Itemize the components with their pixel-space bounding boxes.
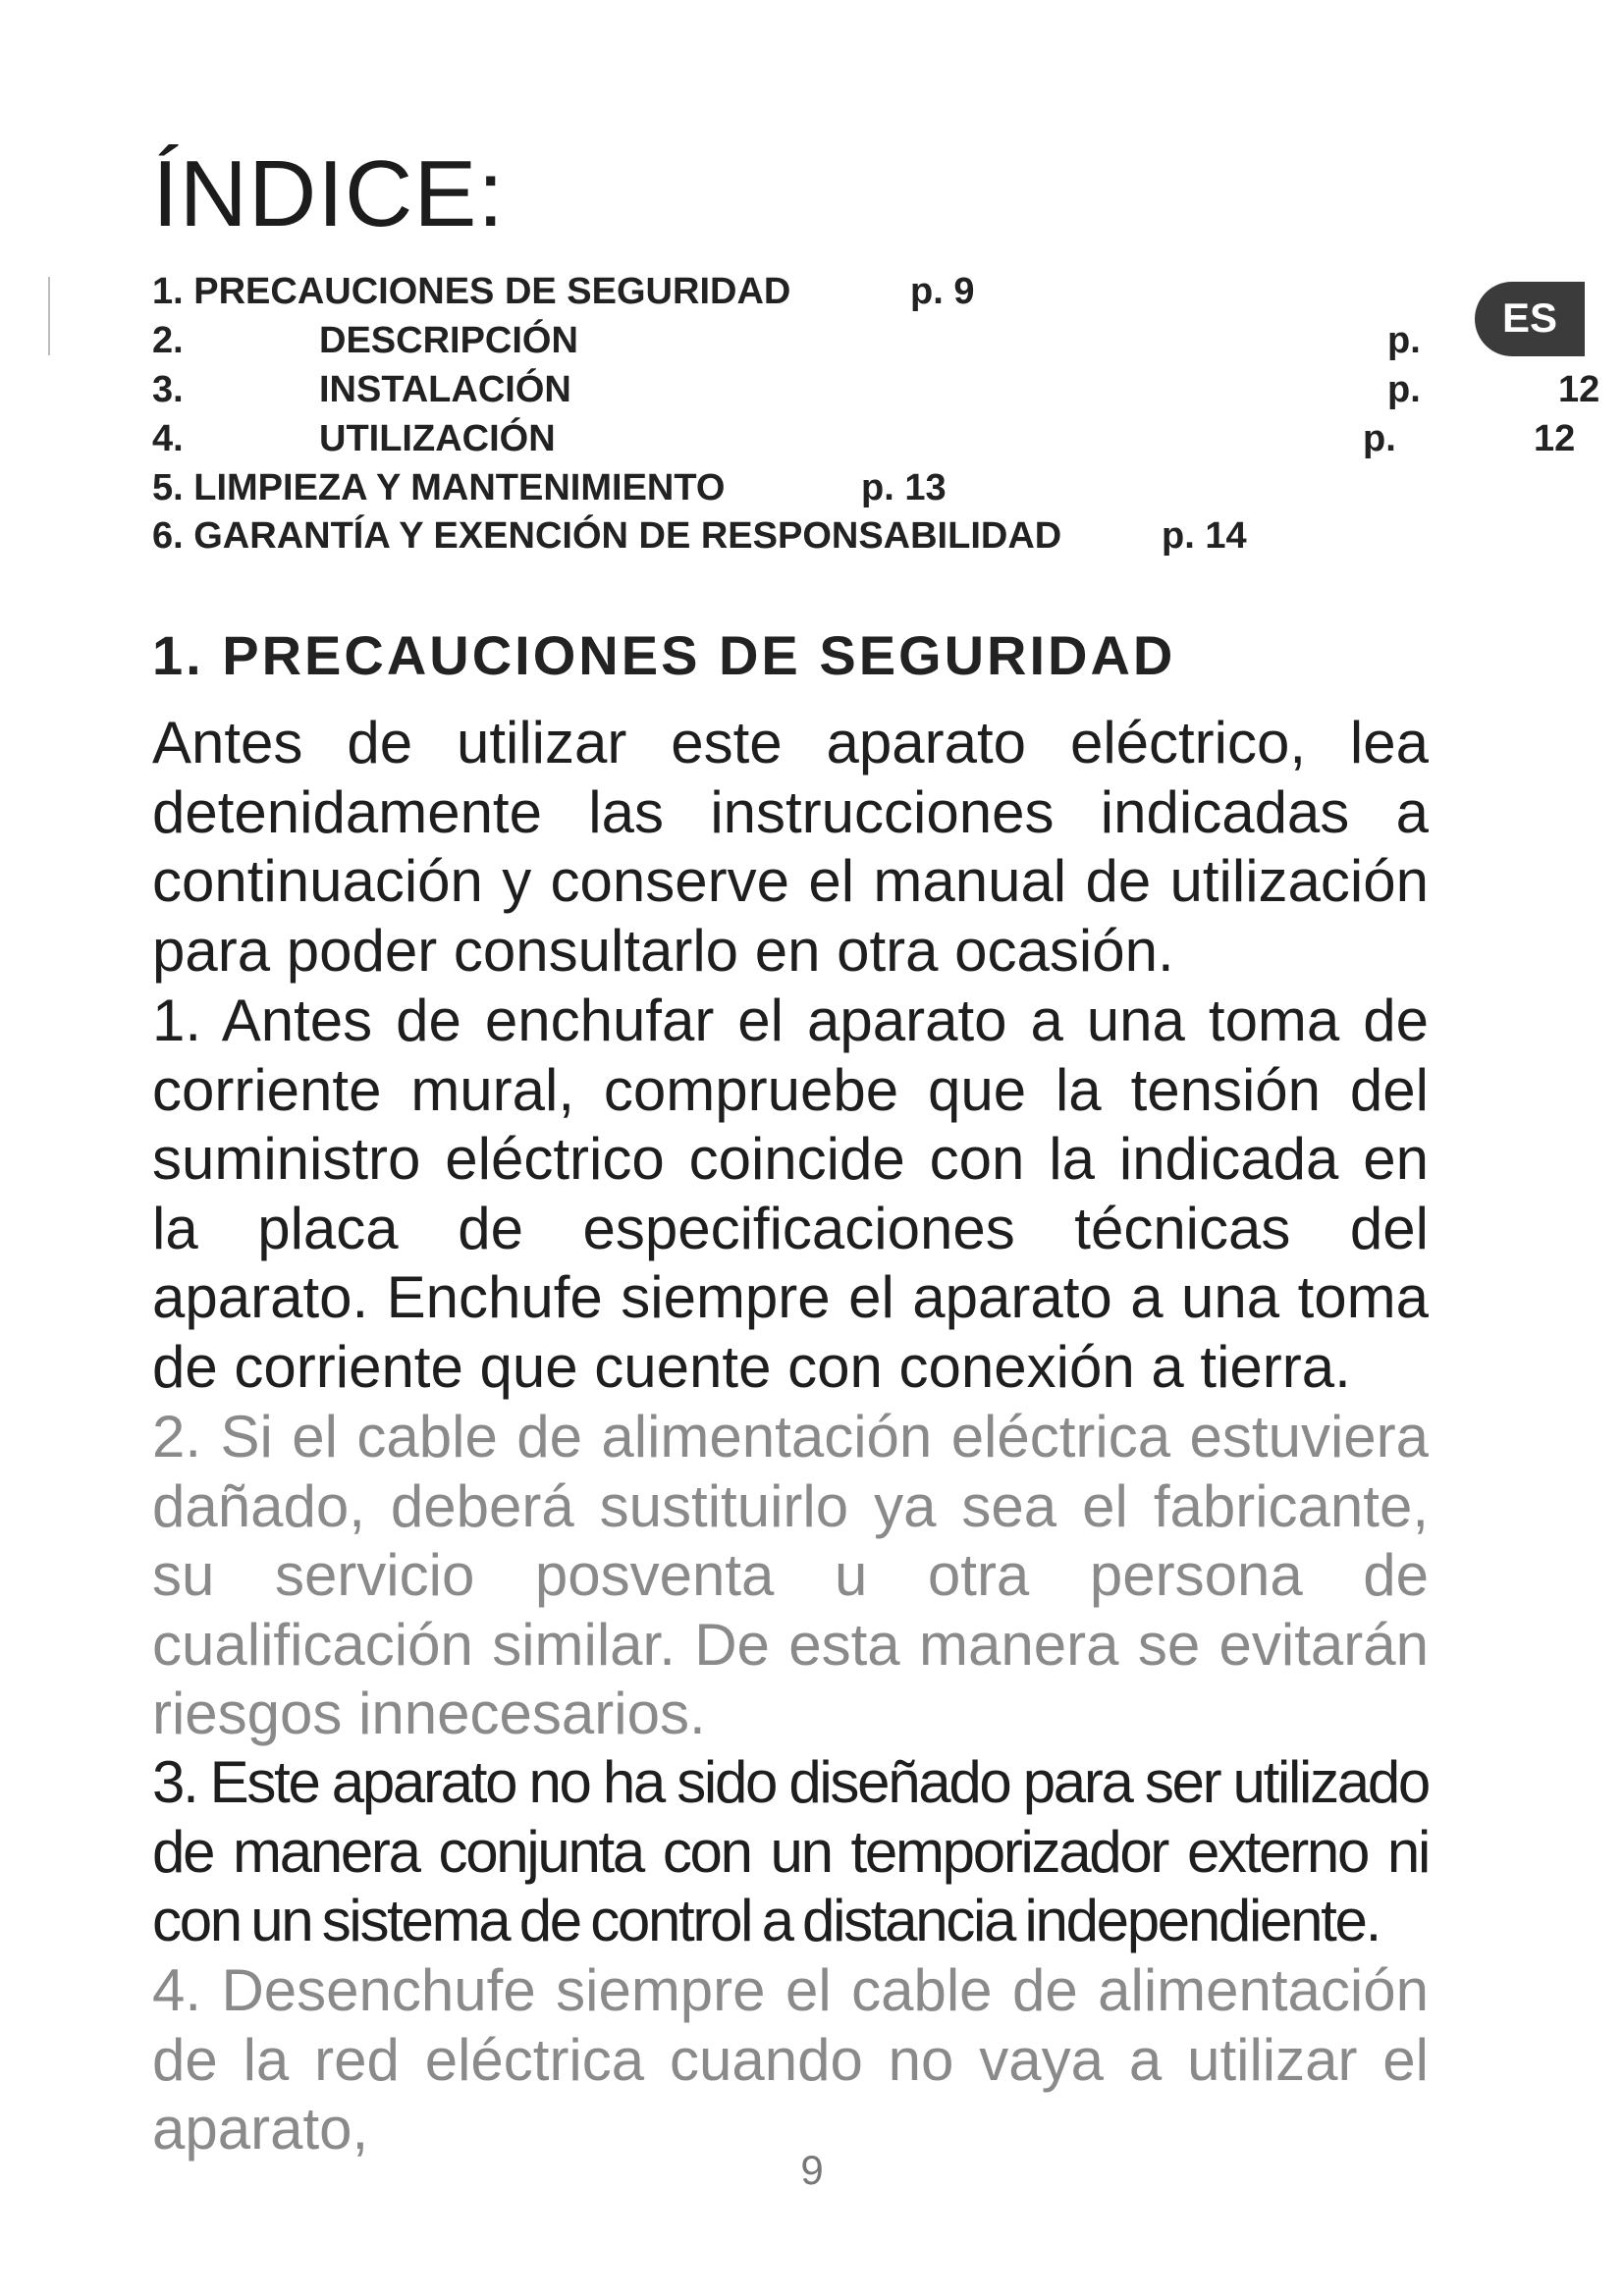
precaution-item-3: 3. Este aparato no ha sido diseñado para ser utilizado de manera conjunta con un temporizador externo ni con un sistema de control a distancia independiente. bbox=[152, 1749, 1429, 1953]
language-tab bbox=[1475, 282, 1585, 356]
toc-item-title: DESCRIPCIÓN bbox=[319, 320, 578, 361]
toc-item-page-label: p. bbox=[1363, 418, 1396, 459]
language-tab-label: ES bbox=[1502, 294, 1558, 341]
toc-item-page: 12 bbox=[1534, 418, 1576, 459]
toc-item-number: 3. bbox=[152, 369, 184, 410]
section-heading: 1. PRECAUCIONES DE SEGURIDAD bbox=[152, 624, 1176, 686]
toc-item-title: 5. LIMPIEZA Y MANTENIMIENTO bbox=[152, 467, 726, 508]
precaution-item-2: 2. Si el cable de alimentación eléctrica estuviera dañado, deberá sustituirlo ya sea el fabricante, su servicio posventa u otra persona de cualificación similar. De esta manera se evitarán riesgos innecesarios. bbox=[152, 1404, 1429, 1746]
toc-item-number: 2. bbox=[152, 320, 184, 361]
toc-item-title: 6. GARANTÍA Y EXENCIÓN DE RESPONSABILIDAD bbox=[152, 515, 1062, 557]
toc-item-number: 4. bbox=[152, 418, 184, 459]
toc-item-title: 1. PRECAUCIONES DE SEGURIDAD bbox=[152, 271, 791, 312]
index-title: ÍNDICE: bbox=[152, 141, 506, 246]
page-number: 9 bbox=[800, 2147, 824, 2193]
toc-item-page-label: p. bbox=[1387, 369, 1421, 410]
intro-paragraph: Antes de utilizar este aparato eléctrico, lea detenidamente las instrucciones indicadas a continuación y conserve el manual de utilización para poder consultarlo en otra ocasión. bbox=[152, 710, 1429, 984]
precaution-item-1: 1. Antes de enchufar el aparato a una toma de corriente mural, compruebe que la tensión del suministro eléctrico coincide con la indicada en la placa de especificaciones técnicas del aparato. Enchufe siempre el aparato a una toma de corriente que cuente con conexión a tierra. bbox=[152, 988, 1429, 1400]
toc-item-title: INSTALACIÓN bbox=[319, 369, 571, 410]
toc-item-page: p. 14 bbox=[1162, 515, 1247, 557]
toc-item-page: 12 bbox=[1558, 369, 1600, 410]
toc-item-page: p. 9 bbox=[910, 271, 975, 312]
toc-item-page: p. 13 bbox=[861, 467, 947, 508]
margin-mark bbox=[48, 277, 50, 355]
toc-item-page-label: p. bbox=[1387, 320, 1421, 361]
precaution-item-4: 4. Desenchufe siempre el cable de alimentación de la red eléctrica cuando no vaya a utilizar el aparato, bbox=[152, 1957, 1429, 2162]
toc-item-title: UTILIZACIÓN bbox=[319, 418, 556, 459]
